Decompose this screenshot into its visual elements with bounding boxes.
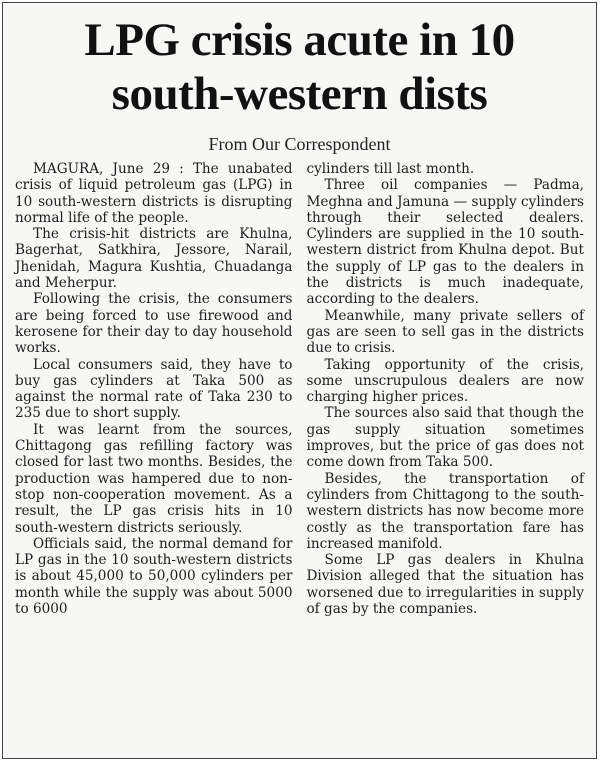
headline — [11, 13, 588, 121]
headline-line-1: LPG crisis acute in 10 — [84, 14, 515, 66]
paragraph: It was learnt from the sources, Chittagong gas refilling factory was closed for last two months. Besides, the production was hampered due to non-stop non-cooperation movement. As a result, the LP gas crisis hits in 10 south-western districts seriously. — [15, 421, 293, 536]
headline-line-2: south-western dists — [111, 68, 488, 120]
paragraph: Besides, the transportation of cylinders from Chittagong to the south-western districts has now become more costly as the transportation fare has increased manifold. — [306, 470, 584, 552]
paragraph: The crisis-hit districts are Khulna, Bagerhat, Satkhira, Jessore, Narail, Jhenidah, Magura Kushtia, Chuadanga and Meherpur. — [15, 226, 293, 292]
paragraph: Meanwhile, many private sellers of gas are seen to sell gas in the districts due to crisis. — [306, 307, 584, 357]
paragraph: Some LP gas dealers in Khulna Division alleged that the situation has worsened due to irregularities in supply of gas by the companies. — [306, 552, 584, 618]
paragraph: Taking opportunity of the crisis, some unscrupulous dealers are now charging higher prices. — [306, 356, 584, 406]
paragraph: MAGURA, June 29 : The unabated crisis of liquid petroleum gas (LPG) in 10 south-western districts is disrupting normal life of the people. — [15, 161, 293, 226]
paragraph: The sources also said that though the gas supply situation sometimes improves, but the price of gas does not come down from Taka 500. — [306, 405, 584, 471]
newspaper-clipping — [2, 2, 597, 759]
left-column — [15, 161, 293, 617]
paragraph: Following the crisis, the consumers are being forced to use firewood and kerosene for their day to day household works. — [15, 291, 293, 357]
paragraph: Three oil companies — Padma, Meghna and Jamuna — supply cylinders through their selected dealers. Cylinders are supplied in the 10 south-western district from Khulna depot. But the supply of LP gas to the dealers in the districts is much inadequate, according to the dealers. — [306, 177, 584, 308]
paragraph: Local consumers said, they have to buy gas cylinders at Taka 500 as against the normal rate of Taka 230 to 235 due to short supply. — [15, 356, 293, 422]
article-body — [15, 161, 584, 617]
right-column — [307, 161, 585, 617]
paragraph: Officials said, the normal demand for LP gas in the 10 south-western districts is about 45,000 to 50,000 cylinders per month while the supply was about 5000 to 6000 — [15, 535, 293, 618]
byline: From Our Correspondent — [208, 134, 391, 154]
paragraph-continuation: cylinders till last month. — [306, 161, 475, 177]
